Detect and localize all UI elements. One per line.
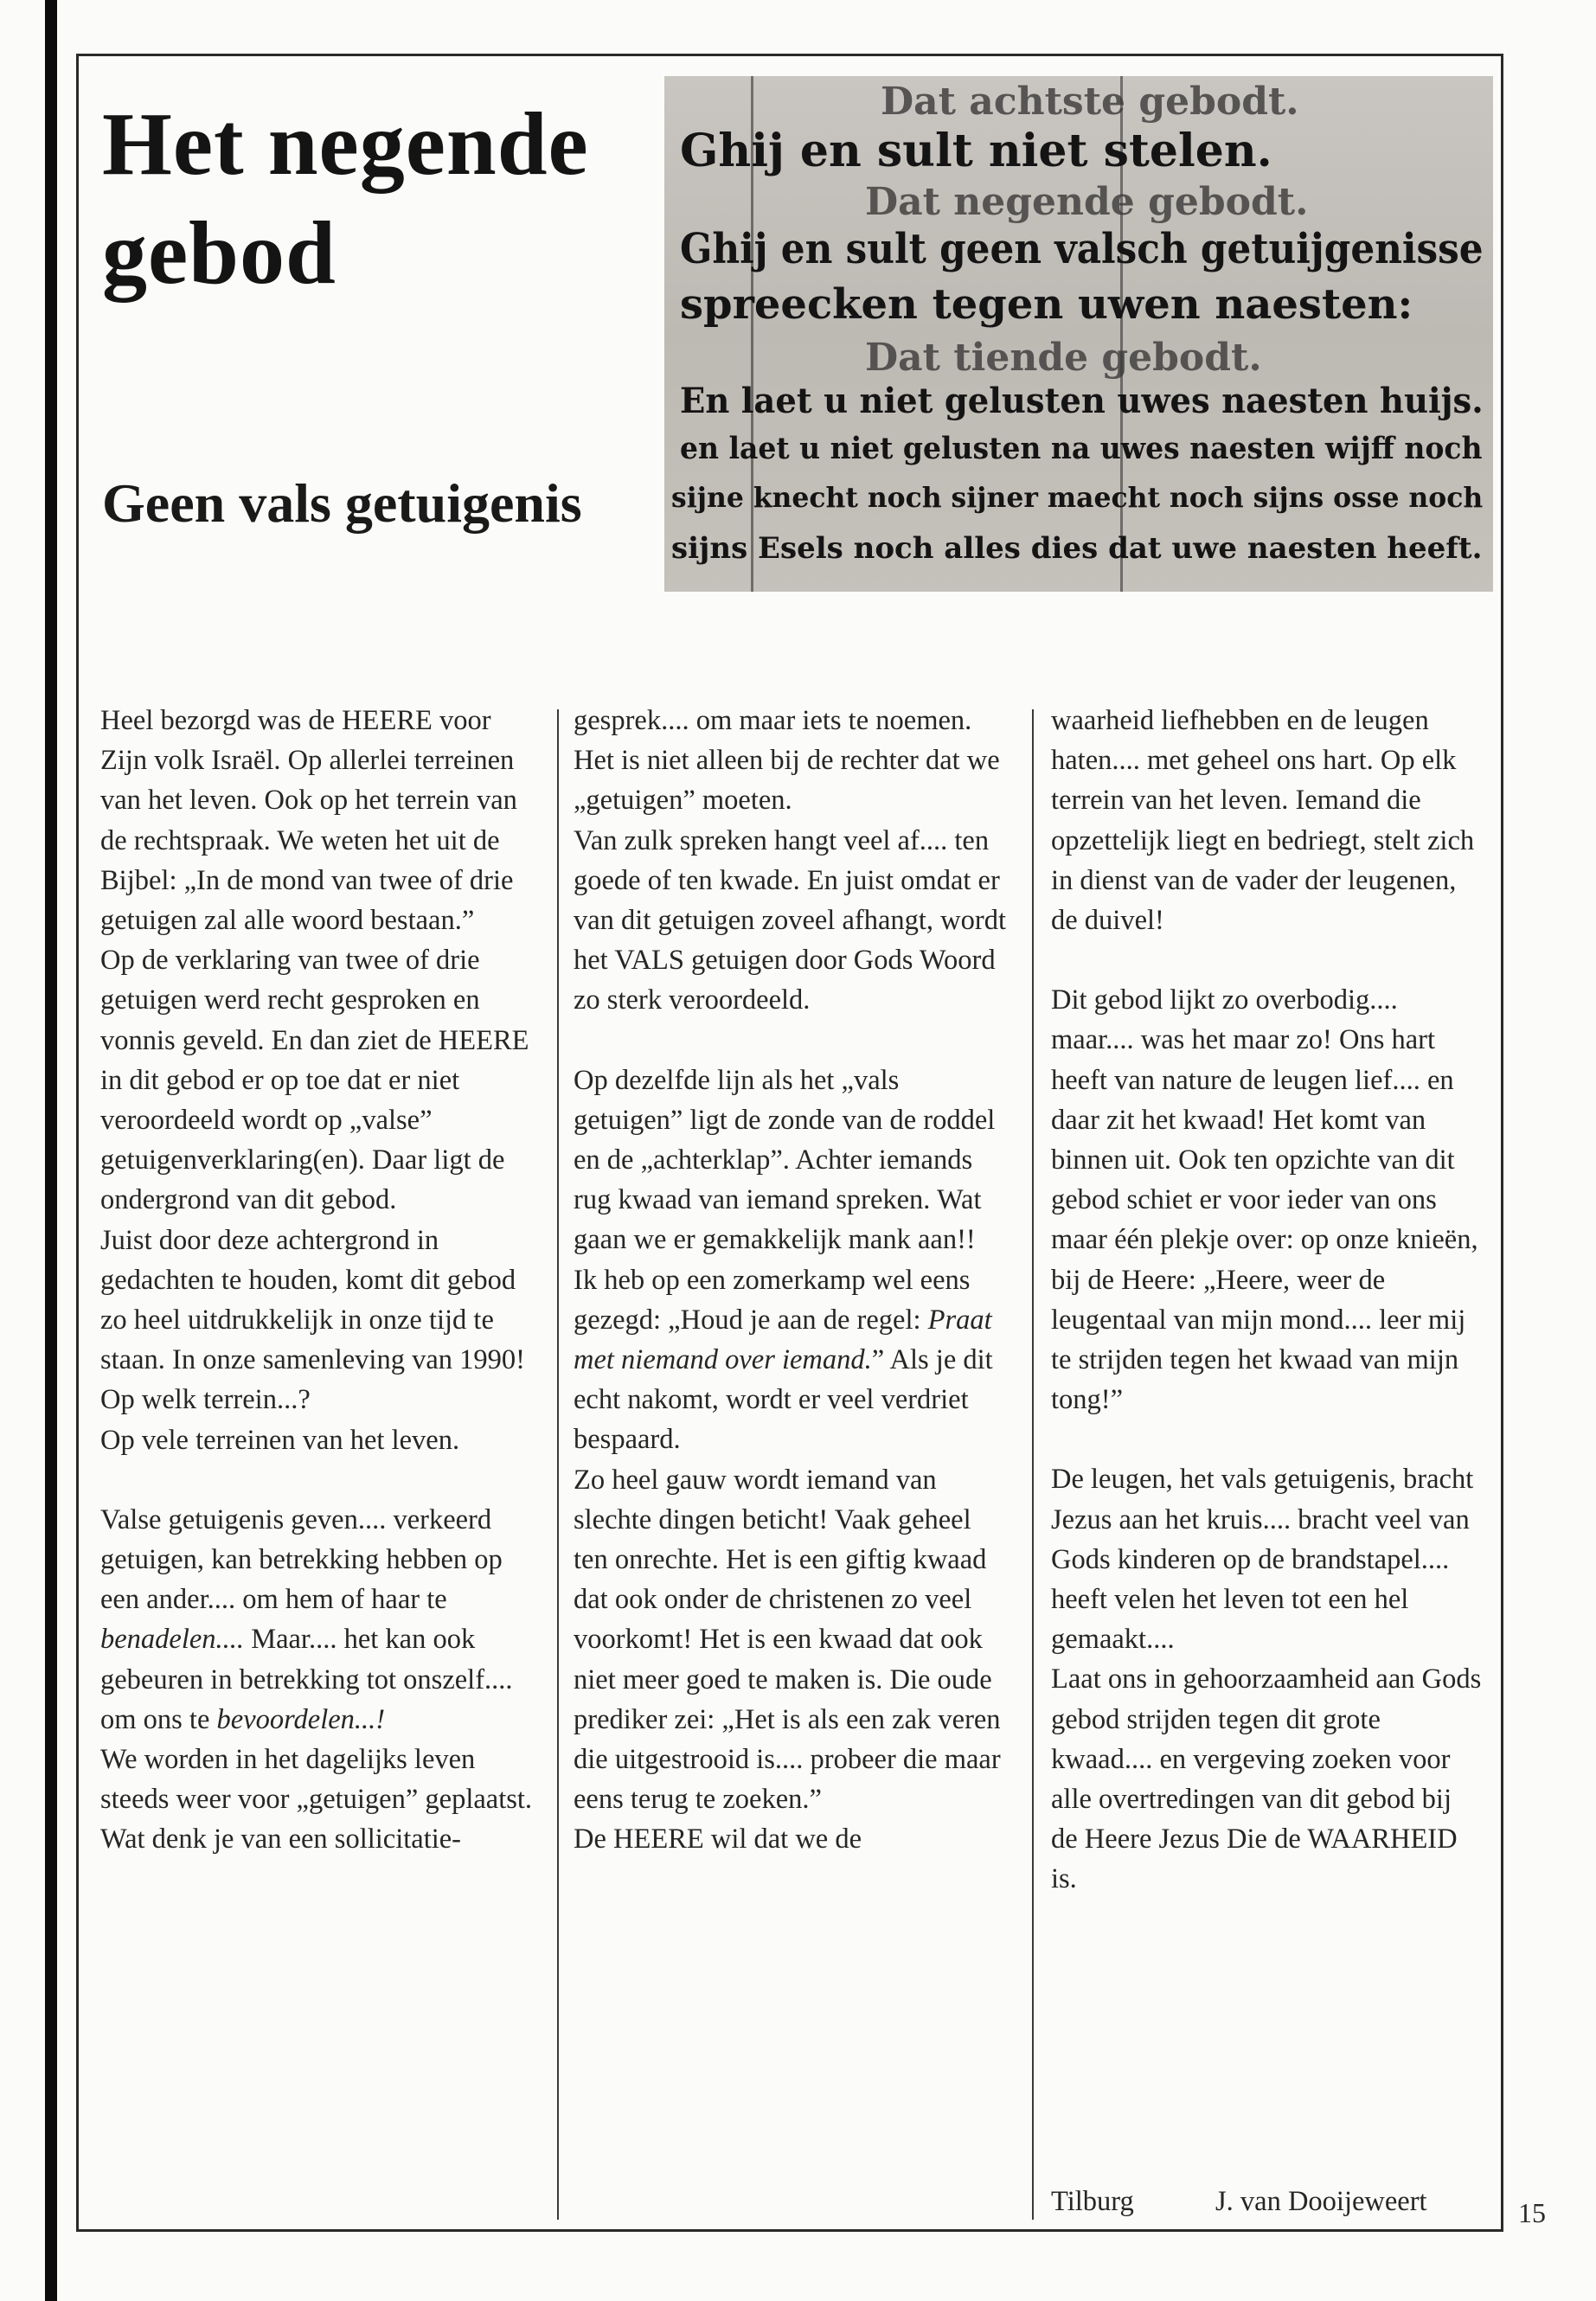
paragraph: gesprek.... om maar iets te noemen. Het is niet alleen bij de rechter dat we „getuigen” moeten. — [574, 705, 1000, 817]
paragraph: Op de verklaring van twee of drie getuigen werd recht gesproken en vonnis geveld. En dan ziet de HEERE in dit gebod er op toe dat er niet veroordeeld wordt op „valse” getuigenverklaring(en). Daar ligt de ondergrond van dit gebod. — [100, 945, 529, 1216]
text-run: Maar.... het kan ook gebeuren in betrekking tot onszelf.... om ons te — [100, 1624, 513, 1735]
page-number: 15 — [1518, 2197, 1546, 2228]
paragraph: Op dezelfde lijn als het „vals getuigen” ligt de zonde van de roddel en de „achterklap”. Achter iemands rug kwaad van iemand spreken. Wat gaan we er gemakkelijk mank aan!! — [574, 1064, 996, 1256]
gothic-line: sijns Esels noch alles dies dat uwe naesten heeft. — [671, 531, 1483, 566]
gothic-line: Ghij en sult geen valsch getuijgenisse — [680, 225, 1484, 273]
article-subtitle: Geen vals getuigenis — [102, 472, 582, 534]
paragraph: waarheid liefhebben en de leugen haten.... met geheel ons hart. Op elk terrein van het leven. Iemand die opzettelijk liegt en bedriegt, stelt zich in dienst van de vader der leugenen, de duivel! — [1051, 705, 1475, 937]
text-column-2 — [574, 701, 1006, 1860]
gothic-line: en laet u niet gelusten na uwes naesten wijff noch — [680, 431, 1483, 466]
text-column-1 — [100, 701, 533, 1860]
paragraph: Zo heel gauw wordt iemand van slechte dingen beticht! Vaak geheel ten onrechte. Het is een giftig kwaad dat ook onder de christenen zo veel voorkomt! Het is een kwaad dat ook niet meer goed te maken is. Die oude prediker zei: „Het is als een zak veren die uitgestrooid is.... probeer die maar eens terug te zoeken.” — [574, 1464, 1001, 1816]
gothic-line: Dat achtste gebodt. — [881, 80, 1299, 124]
paragraph: We worden in het dagelijks leven steeds weer voor „getuigen” geplaatst. Wat denk je van een sollicitatie- — [100, 1744, 533, 1856]
column-divider — [1032, 709, 1034, 2220]
paragraph: Dit gebod lijkt zo overbodig.... maar.... was het maar zo! Ons hart heeft van nature de leugen lief.... en daar zit het kwaad! Het komt van binnen uit. Ook ten opzichte van dit gebod schiet er voor ieder van ons maar één plekje over: op onze knieën, bij de Heere: „Heere, weer de leugentaal van mijn mond.... leer mij te strijden tegen het kwaad van mijn tong!” — [1051, 984, 1478, 1416]
gothic-line: En laet u niet gelusten uwes naesten huijs. — [680, 381, 1484, 421]
paragraph: De leugen, het vals getuigenis, bracht Jezus aan het kruis.... bracht veel van Gods kinderen op de brandstapel.... heeft velen het leven tot een hel gemaakt.... — [1051, 1464, 1474, 1656]
gothic-line: spreecken tegen uwen naesten: — [680, 280, 1413, 329]
text-run: Ik heb op een zomerkamp wel eens gezegd: „Houd je aan de regel: — [574, 1264, 971, 1336]
emphasis-text: Praat met niemand over iemand. — [574, 1304, 992, 1376]
binding-edge — [45, 0, 57, 2301]
paragraph: Heel bezorgd was de HEERE voor Zijn volk Israël. Op allerlei terreinen van het leven. Ook op het terrein van de rechtspraak. We weten het uit de Bijbel: „In de mond van twee of drie getuigen zal alle woord bestaan.” — [100, 705, 517, 937]
emphasis-text: benadelen.... — [100, 1624, 245, 1656]
gothic-line: Ghij en sult niet stelen. — [680, 125, 1272, 177]
paragraph: Juist door deze achtergrond in gedachten te houden, komt dit gebod zo heel uitdrukkelijk in onze tijd te staan. In onze samenleving van 1990! — [100, 1224, 525, 1376]
paragraph: Van zulk spreken hangt veel af.... ten goede of ten kwade. En juist omdat er van dit getuigen zoveel afhangt, wordt het VALS getuigen door Gods Woord zo sterk veroordeeld. — [574, 824, 1006, 1016]
signature-place: Tilburg — [1051, 2186, 1134, 2217]
column-divider — [557, 709, 559, 2220]
paragraph: De HEERE wil dat we de — [574, 1823, 862, 1856]
article-title: Het negende gebod — [102, 94, 589, 303]
signature-author: J. van Dooijeweert — [1215, 2186, 1427, 2217]
paragraph — [100, 1500, 533, 1740]
gothic-line: Dat tiende gebodt. — [865, 336, 1262, 380]
paragraph: Op vele terreinen van het leven. — [100, 1424, 460, 1456]
gothic-line: sijne knecht noch sijner maecht noch sijns osse noch — [671, 481, 1484, 514]
emphasis-text: bevoordelen...! — [216, 1703, 386, 1735]
gothic-line: Dat negende gebodt. — [865, 180, 1309, 224]
paragraph: Laat ons in gehoorzaamheid aan Gods gebod strijden tegen dit grote kwaad.... en vergeving zoeken voor alle overtredingen van dit gebod bij de Heere Jezus Die de WAARHEID is. — [1051, 1663, 1482, 1895]
text-column-3 — [1051, 701, 1484, 1900]
text-run: Valse getuigenis geven.... verkeerd getuigen, kan betrekking hebben op een ander.... om hem of haar te — [100, 1503, 503, 1616]
paragraph — [574, 1260, 1006, 1460]
gothic-commandments-image — [664, 76, 1493, 592]
text-run: ” Als je dit echt nakomt, wordt er veel verdriet bespaard. — [574, 1344, 993, 1456]
paragraph: Op welk terrein...? — [100, 1384, 311, 1416]
